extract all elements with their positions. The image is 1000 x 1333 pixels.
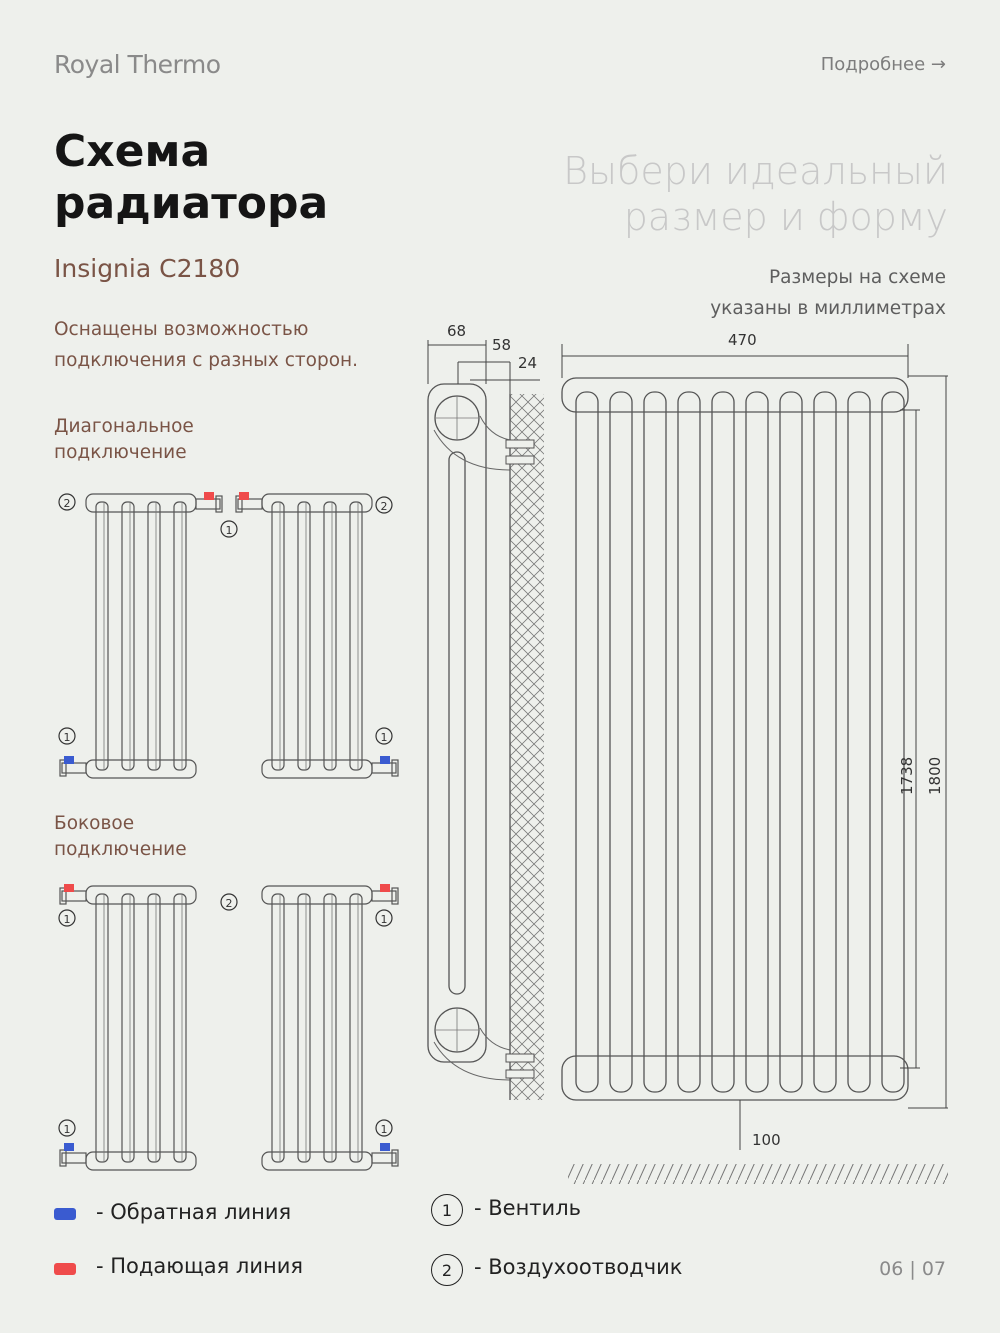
floor (568, 1164, 948, 1184)
model-name: Insignia C2180 (54, 254, 241, 283)
dim-height-inner: 1738 (898, 756, 916, 795)
legend-return-line: - Обратная линия (96, 1200, 292, 1224)
legend-supply-line: - Подающая линия (96, 1254, 303, 1278)
return-line-swatch (54, 1208, 76, 1220)
description-line2: подключения с разных сторон. (54, 350, 359, 371)
description-line1: Оснащены возможностью (54, 319, 309, 340)
dim-depth-total: 68 (447, 322, 467, 340)
more-link[interactable]: Подробнее → (820, 54, 946, 75)
valve-marker: 1 (225, 524, 233, 537)
units-note-line1: Размеры на схеме (768, 267, 946, 288)
dim-depth-mid: 58 (492, 336, 512, 354)
air-vent-marker: 2 (225, 897, 233, 910)
section-side-line2: подключение (54, 839, 187, 860)
valve-marker: 1 (380, 731, 388, 744)
radiator-side-profile (428, 384, 510, 1080)
dim-wall-gap: 24 (518, 354, 538, 372)
dim-floor-gap: 100 (752, 1131, 781, 1149)
front-dimensions (562, 344, 948, 1150)
air-vent-marker: 2 (380, 500, 388, 513)
page-title-line1: Схема (54, 126, 211, 177)
slogan-line2: размер и форму (623, 195, 948, 239)
valve-marker: 1 (63, 913, 71, 926)
page-counter: 06 | 07 (879, 1258, 946, 1280)
section-diagonal-line1: Диагональное (54, 416, 194, 437)
dim-height-total: 1800 (926, 756, 944, 795)
brand-logo: Royal Thermo (54, 50, 221, 79)
legend-air-vent: - Воздухоотводчик (474, 1255, 683, 1279)
dim-width: 470 (728, 331, 757, 349)
radiator-front-view (562, 378, 908, 1100)
valve-marker: 1 (380, 913, 388, 926)
legend-valve: - Вентиль (474, 1196, 581, 1220)
valve-symbol: 1 (431, 1194, 463, 1226)
page-title-line2: радиатора (54, 178, 329, 229)
air-vent-marker: 2 (63, 497, 71, 510)
wall (506, 394, 544, 1100)
valve-marker: 1 (380, 1123, 388, 1136)
supply-line-swatch (54, 1263, 76, 1275)
section-side-line1: Боковое (54, 813, 135, 834)
valve-marker: 1 (63, 731, 71, 744)
slogan-line1: Выбери идеальный (563, 149, 948, 193)
air-vent-symbol: 2 (431, 1254, 463, 1286)
section-diagonal-line2: подключение (54, 442, 187, 463)
valve-marker: 1 (63, 1123, 71, 1136)
units-note-line2: указаны в миллиметрах (710, 298, 946, 319)
